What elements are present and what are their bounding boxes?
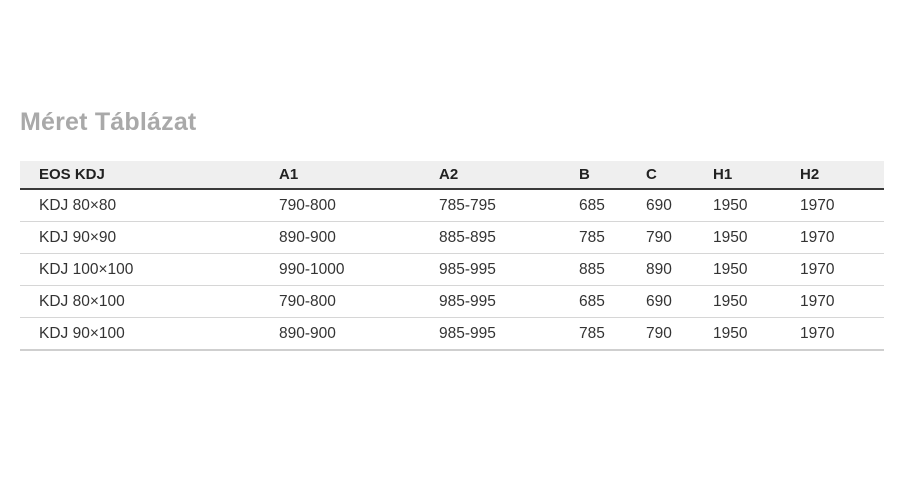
cell-h1: 1950: [694, 318, 781, 351]
cell-h2: 1970: [781, 286, 884, 318]
header-h1: H1: [694, 161, 781, 189]
cell-c: 690: [627, 286, 694, 318]
table-header: [20, 161, 884, 189]
header-model: EOS KDJ: [20, 161, 260, 189]
table-row: [20, 222, 884, 254]
cell-h2: 1970: [781, 189, 884, 222]
cell-model: KDJ 80×80: [20, 189, 260, 222]
cell-h1: 1950: [694, 254, 781, 286]
header-a2: A2: [420, 161, 560, 189]
table-row: [20, 286, 884, 318]
cell-c: 790: [627, 222, 694, 254]
cell-b: 885: [560, 254, 627, 286]
cell-model: KDJ 90×90: [20, 222, 260, 254]
cell-a2: 985-995: [420, 254, 560, 286]
table-row: [20, 318, 884, 351]
cell-model: KDJ 80×100: [20, 286, 260, 318]
cell-c: 890: [627, 254, 694, 286]
cell-a2: 985-995: [420, 318, 560, 351]
cell-h1: 1950: [694, 286, 781, 318]
header-c: C: [627, 161, 694, 189]
cell-a2: 885-895: [420, 222, 560, 254]
cell-h2: 1970: [781, 318, 884, 351]
cell-a1: 790-800: [260, 189, 420, 222]
cell-a1: 990-1000: [260, 254, 420, 286]
cell-a1: 890-900: [260, 222, 420, 254]
header-b: B: [560, 161, 627, 189]
cell-b: 785: [560, 318, 627, 351]
table-body: [20, 189, 884, 350]
cell-model: KDJ 90×100: [20, 318, 260, 351]
cell-a1: 790-800: [260, 286, 420, 318]
header-a1: A1: [260, 161, 420, 189]
cell-h2: 1970: [781, 254, 884, 286]
page-title: Méret Táblázat: [20, 108, 197, 136]
size-table: [20, 161, 884, 351]
cell-h2: 1970: [781, 222, 884, 254]
cell-a2: 985-995: [420, 286, 560, 318]
cell-c: 690: [627, 189, 694, 222]
cell-b: 685: [560, 189, 627, 222]
cell-h1: 1950: [694, 189, 781, 222]
cell-h1: 1950: [694, 222, 781, 254]
table-row: [20, 189, 884, 222]
cell-a1: 890-900: [260, 318, 420, 351]
cell-b: 785: [560, 222, 627, 254]
cell-b: 685: [560, 286, 627, 318]
cell-a2: 785-795: [420, 189, 560, 222]
header-h2: H2: [781, 161, 884, 189]
table-header-row: [20, 161, 884, 189]
cell-c: 790: [627, 318, 694, 351]
table-row: [20, 254, 884, 286]
cell-model: KDJ 100×100: [20, 254, 260, 286]
